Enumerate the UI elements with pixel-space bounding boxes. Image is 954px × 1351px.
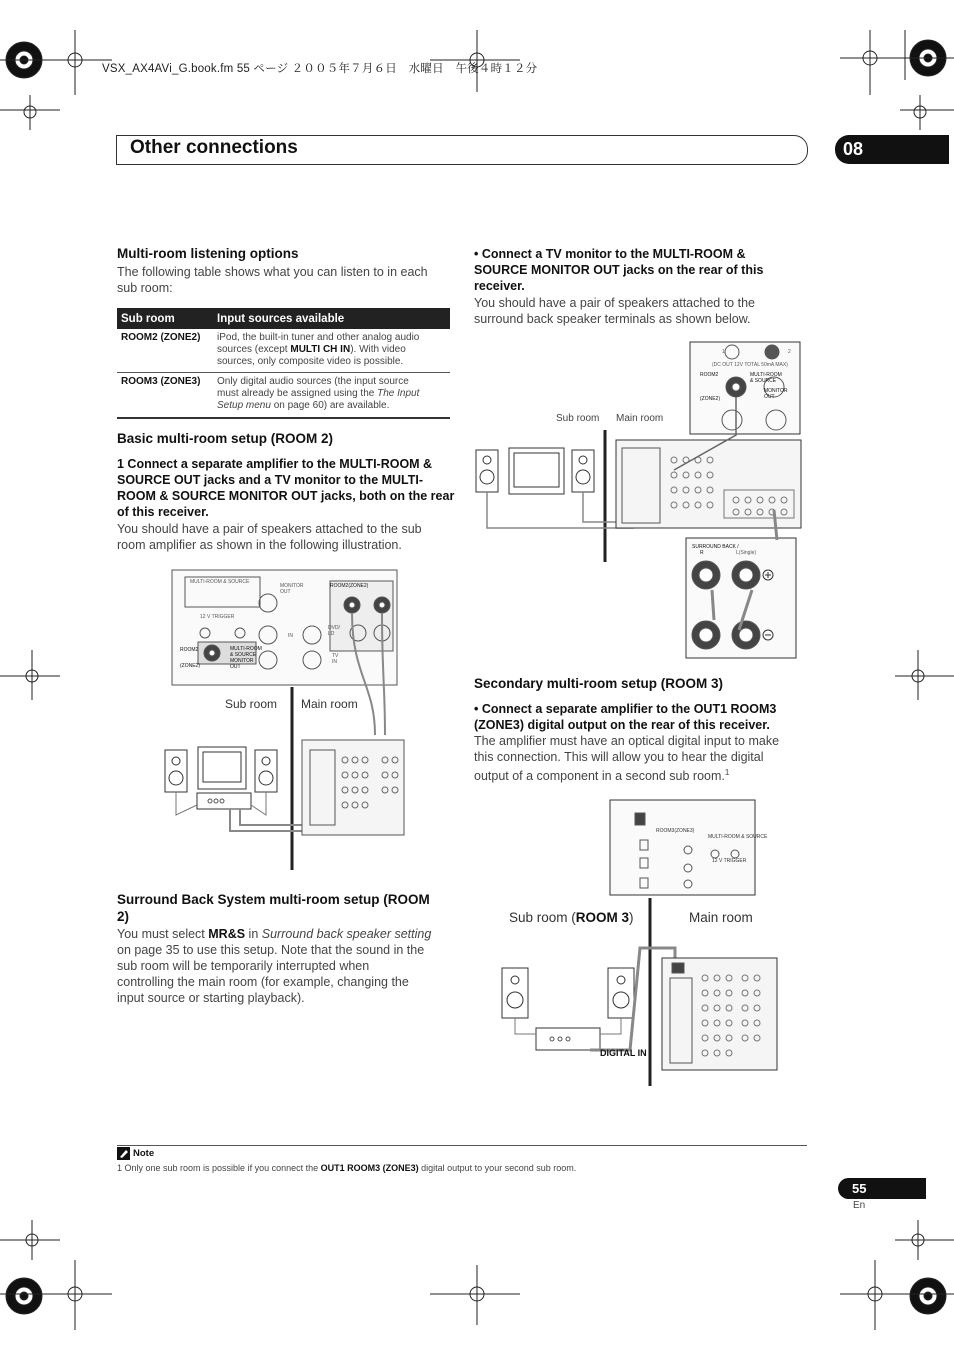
heading-surround-back: Surround Back System multi-room setup (ROOM 2) — [117, 892, 430, 924]
svg-text:ROOM3(ZONE3): ROOM3(ZONE3) — [656, 828, 695, 834]
print-header: VSX_AX4AVi_G.book.fm 55 ページ ２００５年７月６日 水曜日 午後４時１２分 — [102, 63, 538, 75]
table-cell-sources: iPod, the built-in tuner and other analog audio sources (except MULTI CH IN). With video sources, only composite video is possible. — [217, 332, 420, 367]
svg-text:TV: TV — [332, 653, 339, 659]
svg-text:SURROUND BACK /: SURROUND BACK / — [692, 544, 739, 550]
step-1: 1 Connect a separate amplifier to the MULTI-ROOM & SOURCE OUT jacks and a TV monitor to the MULTI- ROOM & SOURCE MONITOR OUT jacks, both on the rear of this receiver. — [117, 457, 455, 519]
footnote-1: 1 Only one sub room is possible if you connect the OUT1 ROOM3 (ZONE3) digital output to your second sub room. — [117, 1163, 577, 1173]
fig2-sub-room-label: Sub room — [556, 413, 600, 424]
table-row — [117, 373, 450, 419]
page-number: 55 — [838, 1178, 926, 1199]
svg-text:12 V TRIGGER: 12 V TRIGGER — [712, 858, 747, 864]
svg-text:OUT: OUT — [764, 394, 775, 400]
table-header-room: Sub room — [121, 312, 175, 325]
table-cell-sources: Only digital audio sources (the input source must already be assigned using the The Input Setup menu on page 60) are available. — [217, 376, 420, 411]
fig2-main-room-label: Main room — [616, 413, 664, 424]
optical-paragraph: The amplifier must have an optical digital input to make this connection. This will allow you to hear the digital output of a component in a second sub room.$^1$ — [474, 734, 780, 784]
table-cell-room: ROOM2 (ZONE2) — [121, 332, 201, 343]
bullet-tv-monitor: • Connect a TV monitor to the MULTI-ROOM & SOURCE MONITOR OUT jacks on the rear of this receiver. — [474, 247, 764, 293]
sources-table — [117, 308, 450, 419]
svg-text:2: 2 — [788, 349, 791, 355]
svg-text:(ZONE2): (ZONE2) — [180, 663, 200, 669]
fig1-sub-room-label: Sub room — [225, 697, 278, 711]
svg-text:LD: LD — [328, 631, 335, 637]
intro-line-1: The following table shows what you can listen to in each — [117, 265, 428, 279]
surround-paragraph: You must select MR&S in Surround back speaker setting on page 35 to use this setup. Note that the sound in the sub room will be temporarily interrupted when controlling the main room (for example, changing the input source or starting playback). — [117, 927, 432, 1005]
svg-text:(ZONE2): (ZONE2) — [700, 396, 720, 402]
tv-paragraph: You should have a pair of speakers attached to the surround back speaker terminals as shown below. — [474, 296, 755, 326]
bullet-optical-amp: • Connect a separate amplifier to the OUT1 ROOM3 (ZONE3) digital output on the rear of this receiver. — [474, 702, 777, 732]
svg-text:DVD/: DVD/ — [328, 625, 340, 631]
heading-secondary-setup: Secondary multi-room setup (ROOM 3) — [474, 676, 724, 691]
svg-text:R: R — [700, 550, 704, 556]
svg-text:MULTI-ROOM & SOURCE: MULTI-ROOM & SOURCE — [708, 834, 768, 840]
svg-text:OUT: OUT — [280, 589, 291, 595]
chapter-title: Other connections — [130, 137, 298, 158]
svg-text:OUT: OUT — [230, 664, 241, 670]
svg-text:ROOM2: ROOM2 — [180, 647, 199, 653]
page-language: En — [853, 1200, 866, 1211]
table-header — [117, 308, 450, 329]
svg-text:MONITOR: MONITOR — [280, 583, 304, 589]
svg-text:MONITOR: MONITOR — [230, 658, 254, 664]
speakers-paragraph: You should have a pair of speakers attached to the sub room amplifier as shown in the following illustration. — [117, 522, 422, 552]
svg-text:ROOM2(ZONE2): ROOM2(ZONE2) — [330, 583, 369, 589]
fig3-sub-room-label: Sub room (ROOM 3) — [509, 910, 634, 925]
fig3-digital-in-label: DIGITAL IN — [600, 1048, 647, 1058]
heading-basic-setup: Basic multi-room setup (ROOM 2) — [117, 431, 334, 446]
note-divider — [117, 1145, 807, 1146]
heading-multiroom-options: Multi-room listening options — [117, 246, 299, 261]
fig3-main-room-label: Main room — [689, 910, 753, 925]
svg-text:MULTI-ROOM & SOURCE: MULTI-ROOM & SOURCE — [190, 579, 250, 585]
svg-text:IN: IN — [288, 633, 293, 639]
fig1-main-room-label: Main room — [301, 697, 358, 711]
figure-surround-back-setup — [474, 340, 804, 665]
svg-text:12 V TRIGGER: 12 V TRIGGER — [200, 614, 235, 620]
chapter-number: 08 — [835, 135, 949, 164]
figure-room3-setup — [490, 798, 790, 1088]
svg-text:& SOURCE: & SOURCE — [230, 652, 257, 658]
intro-paragraph — [117, 264, 428, 296]
svg-text:MULTI-ROOM: MULTI-ROOM — [750, 372, 782, 378]
table-row — [117, 329, 450, 373]
intro-line-2: sub room: — [117, 281, 173, 295]
svg-text:1: 1 — [722, 349, 725, 355]
note-pencil-icon — [117, 1147, 130, 1160]
svg-text:(DC OUT 12V TOTAL 50mA MAX): (DC OUT 12V TOTAL 50mA MAX) — [712, 362, 788, 368]
svg-text:MULTI-ROOM: MULTI-ROOM — [230, 646, 262, 652]
svg-text:& SOURCE: & SOURCE — [750, 378, 777, 384]
figure-room2-setup — [160, 565, 410, 875]
svg-text:IN: IN — [332, 659, 337, 665]
svg-text:L(Single): L(Single) — [736, 550, 757, 556]
table-cell-room: ROOM3 (ZONE3) — [121, 376, 201, 387]
svg-text:MONITOR: MONITOR — [764, 388, 788, 394]
table-header-sources: Input sources available — [217, 312, 345, 325]
svg-text:ROOM2: ROOM2 — [700, 372, 719, 378]
note-heading: Note — [117, 1147, 154, 1160]
